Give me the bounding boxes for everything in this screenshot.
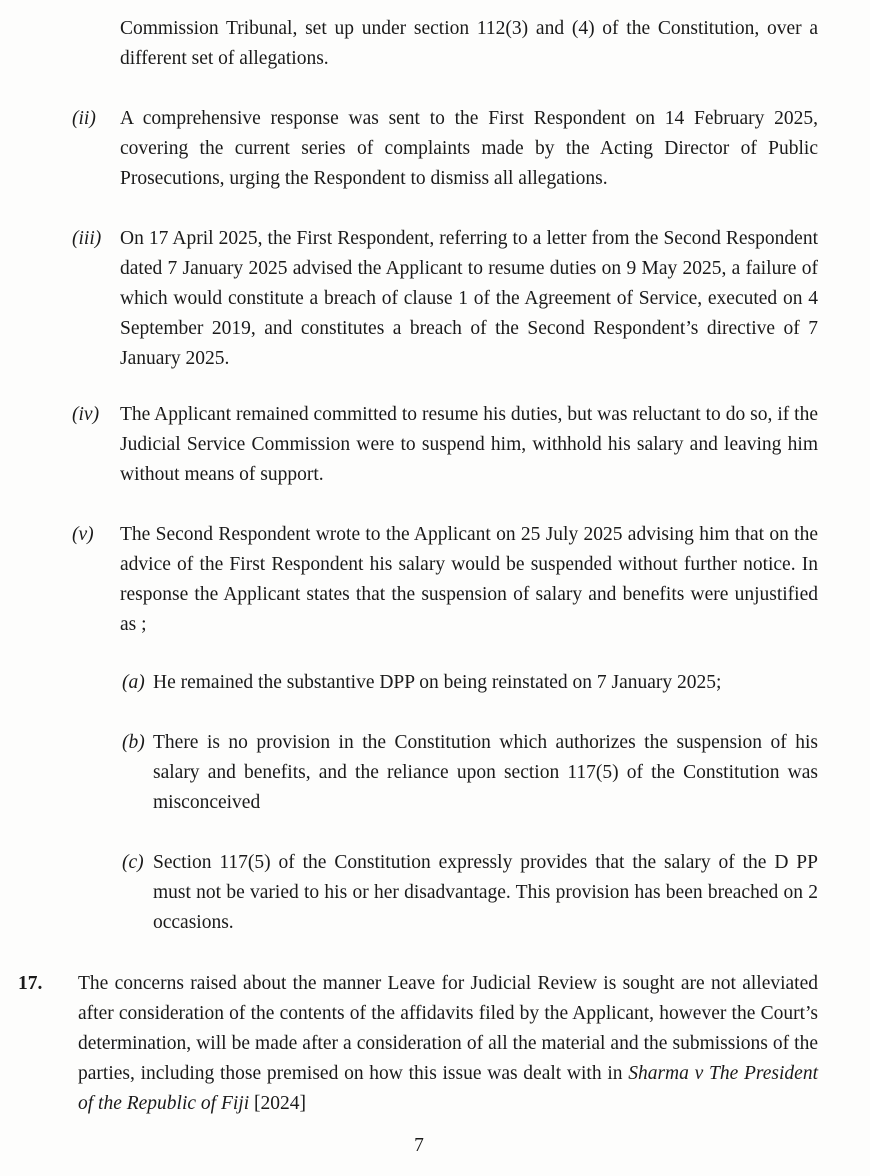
paragraph-17-text <box>78 969 818 1119</box>
case-citation: [2024] <box>249 1093 307 1114</box>
item-v-text: The Second Respondent wrote to the Applicant on 25 July 2025 advising him that on the advice of the First Respondent his salary would be suspended without further notice. In response the Applicant states that the suspension of salary and benefits were unjustified as ; <box>120 524 818 635</box>
paragraph-number-17: 17. <box>18 973 43 994</box>
sub-item-a-text: He remained the substantive DPP on being reinstated on 7 January 2025; <box>153 672 722 693</box>
sub-item-b-text: There is no provision in the Constitution which authorizes the suspension of his salary and benefits, and the reliance upon section 117(5) of the Constitution was misconceived <box>153 732 818 813</box>
item-iii-text: On 17 April 2025, the First Respondent, referring to a letter from the Second Respondent dated 7 January 2025 advised the Applicant to resume duties on 9 May 2025, a failure of which would constitute a breach of clause 1 of the Agreement of Service, executed on 4 September 2019, and constitutes a breach of the Second Respondent’s directive of 7 January 2025. <box>120 228 818 369</box>
paragraph-17-body: The concerns raised about the manner Leave for Judicial Review is sought are not alleviated after consideration of the contents of the affidavits filed by the Applicant, however the Court’s determination, will be made after a consideration of all the material and the submissions of the parties, including those premised on how this issue was dealt with in <box>78 973 818 1084</box>
sub-item-label-a: (a) <box>122 672 145 693</box>
item-ii-text: A comprehensive response was sent to the First Respondent on 14 February 2025, covering the current series of complaints made by the Acting Director of Public Prosecutions, urging the Respondent to dismiss all allegations. <box>120 108 818 189</box>
item-label-iii: (iii) <box>72 228 102 249</box>
item-label-iv: (iv) <box>72 404 100 425</box>
item-iv-text: The Applicant remained committed to resume his duties, but was reluctant to do so, if the Judicial Service Commission were to suspend him, withhold his salary and leaving him without means of support. <box>120 404 818 485</box>
case-name: Sharma v The President of the Republic of Fiji <box>78 1063 818 1114</box>
item-label-v: (v) <box>72 524 94 545</box>
sub-item-label-c: (c) <box>122 852 144 873</box>
sub-item-c-text: Section 117(5) of the Constitution expressly provides that the salary of the D PP must not be varied to his or her disadvantage. This provision has been breached on 2 occasions. <box>153 852 818 933</box>
sub-item-label-b: (b) <box>122 732 145 753</box>
page-number: 7 <box>414 1135 424 1156</box>
continuation-paragraph: Commission Tribunal, set up under section 112(3) and (4) of the Constitution, over a different set of allegations. <box>120 18 818 69</box>
item-label-ii: (ii) <box>72 108 96 129</box>
